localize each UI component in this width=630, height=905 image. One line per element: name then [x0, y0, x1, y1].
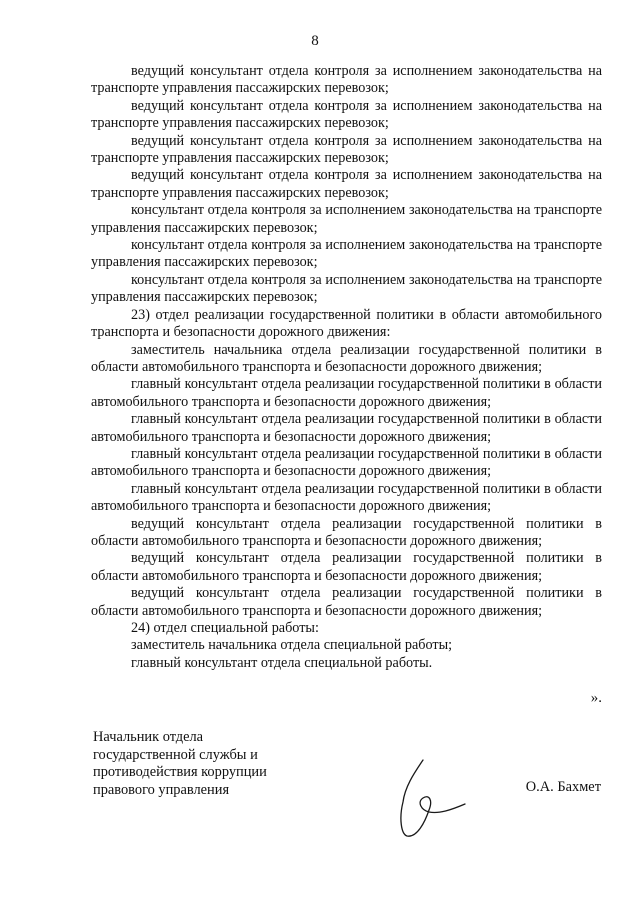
paragraph: ведущий консультант отдела контроля за исполнением законодательства на транспорте управления пассажирских перевозок;: [91, 167, 602, 201]
paragraph: консультант отдела контроля за исполнением законодательства на транспорте управления пассажирских перевозок;: [91, 202, 602, 236]
paragraph: главный консультант отдела реализации государственной политики в области автомобильного транспорта и безопасности дорожного движения;: [91, 376, 602, 410]
paragraph: ведущий консультант отдела контроля за исполнением законодательства на транспорте управления пассажирских перевозок;: [91, 97, 602, 132]
paragraph: главный консультант отдела реализации государственной политики в области автомобильного транспорта и безопасности дорожного движения;: [91, 411, 602, 445]
closing-quote: ».: [590, 690, 602, 706]
signer-name: О.А. Бахмет: [525, 779, 601, 795]
paragraph: консультант отдела контроля за исполнением законодательства на транспорте управления пассажирских перевозок;: [91, 237, 602, 271]
handwritten-signature: [395, 758, 470, 840]
paragraph: консультант отдела контроля за исполнением законодательства на транспорте управления пассажирских перевозок;: [91, 271, 602, 306]
paragraph: главный консультант отдела специальной работы.: [131, 654, 433, 671]
paragraph: ведущий консультант отдела контроля за исполнением законодательства на транспорте управления пассажирских перевозок;: [91, 63, 602, 97]
signer-title-line: правового управления: [93, 781, 230, 798]
section-heading-23: 23) отдел реализации государственной политики в области автомобильного транспорта и безопасности дорожного движения:: [91, 306, 602, 341]
signer-title-line: Начальник отдела: [93, 729, 204, 745]
signer-title: [93, 729, 267, 799]
paragraph: ведущий консультант отдела реализации государственной политики в области автомобильного транспорта и безопасности дорожного движения;: [91, 550, 602, 584]
document-body: [91, 63, 602, 672]
paragraph: главный консультант отдела реализации государственной политики в области автомобильного транспорта и безопасности дорожного движения;: [91, 445, 602, 480]
paragraph: ведущий консультант отдела реализации государственной политики в области автомобильного транспорта и безопасности дорожного движения;: [91, 515, 602, 549]
paragraph: ведущий консультант отдела контроля за исполнением законодательства на транспорте управления пассажирских перевозок;: [91, 132, 602, 167]
paragraph: заместитель начальника отдела реализации государственной политики в области автомобильного транспорта и безопасности дорожного движения;: [91, 341, 602, 375]
signer-title-line: противодействия коррупции: [93, 764, 267, 781]
paragraph: заместитель начальника отдела специальной работы;: [131, 637, 453, 654]
paragraph: главный консультант отдела реализации государственной политики в области автомобильного транспорта и безопасности дорожного движения;: [91, 480, 602, 515]
page-number: 8: [311, 33, 319, 49]
signer-title-line: государственной службы и: [93, 746, 258, 763]
section-heading-24: 24) отдел специальной работы:: [131, 620, 319, 636]
paragraph: ведущий консультант отдела реализации государственной политики в области автомобильного транспорта и безопасности дорожного движения;: [91, 585, 602, 619]
